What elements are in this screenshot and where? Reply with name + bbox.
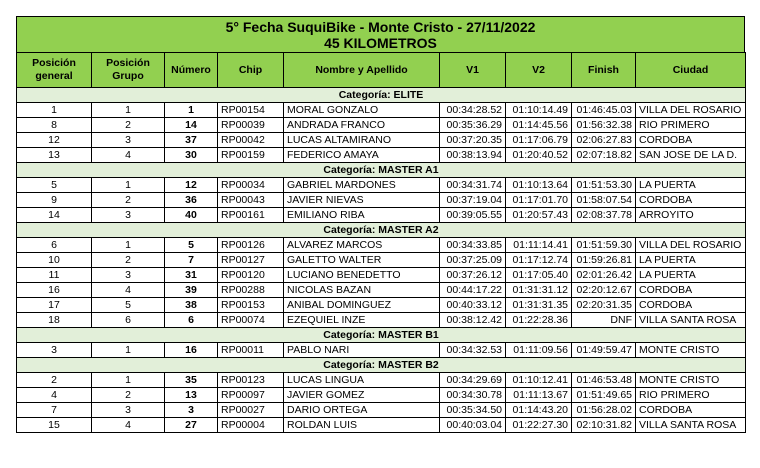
cell-pos-general: 6 (17, 238, 92, 253)
cell-pos-general: 10 (17, 253, 92, 268)
cell-v2: 01:11:13.67 (506, 388, 572, 403)
cell-v2: 01:14:45.56 (506, 118, 572, 133)
cell-pos-general: 3 (17, 343, 92, 358)
cell-pos-grupo: 4 (92, 418, 165, 433)
cell-pos-general: 18 (17, 313, 92, 328)
table-row (17, 388, 746, 403)
table-row (17, 343, 746, 358)
cell-pos-general: 2 (17, 373, 92, 388)
cell-chip: RP00039 (218, 118, 284, 133)
cell-nombre: ANIBAL DOMINGUEZ (284, 298, 440, 313)
table-row (17, 238, 746, 253)
cell-nombre: LUCIANO BENEDETTO (284, 268, 440, 283)
cell-v2: 01:20:40.52 (506, 148, 572, 163)
cell-pos-grupo: 4 (92, 148, 165, 163)
cell-ciudad: RIO PRIMERO (636, 388, 746, 403)
cell-ciudad: CORDOBA (636, 283, 746, 298)
cell-chip: RP00011 (218, 343, 284, 358)
cell-ciudad: MONTE CRISTO (636, 373, 746, 388)
cell-chip: RP00004 (218, 418, 284, 433)
cell-numero: 12 (165, 178, 218, 193)
cell-v2: 01:17:01.70 (506, 193, 572, 208)
cell-ciudad: LA PUERTA (636, 178, 746, 193)
cell-pos-grupo: 2 (92, 193, 165, 208)
cell-nombre: JAVIER GOMEZ (284, 388, 440, 403)
cell-pos-grupo: 1 (92, 238, 165, 253)
cell-v1: 00:38:13.94 (440, 148, 506, 163)
cell-v2: 01:22:27.30 (506, 418, 572, 433)
table-row (17, 103, 746, 118)
cell-pos-grupo: 2 (92, 118, 165, 133)
cell-chip: RP00034 (218, 178, 284, 193)
cell-v2: 01:14:43.20 (506, 403, 572, 418)
header-row (17, 53, 746, 88)
cell-chip: RP00161 (218, 208, 284, 223)
category-label: Categoría: ELITE (17, 88, 746, 103)
cell-pos-grupo: 1 (92, 103, 165, 118)
cell-nombre: NICOLAS BAZAN (284, 283, 440, 298)
cell-pos-general: 13 (17, 148, 92, 163)
cell-v1: 00:34:33.85 (440, 238, 506, 253)
cell-nombre: EZEQUIEL INZE (284, 313, 440, 328)
table-row (17, 373, 746, 388)
cell-v1: 00:44:17.22 (440, 283, 506, 298)
page-subtitle: 45 KILOMETROS (324, 35, 437, 51)
table-row (17, 208, 746, 223)
cell-ciudad: CORDOBA (636, 298, 746, 313)
cell-v2: 01:22:28.36 (506, 313, 572, 328)
cell-nombre: MORAL GONZALO (284, 103, 440, 118)
cell-pos-grupo: 3 (92, 208, 165, 223)
cell-v1: 00:34:30.78 (440, 388, 506, 403)
cell-numero: 27 (165, 418, 218, 433)
table-row (17, 403, 746, 418)
cell-v1: 00:40:33.12 (440, 298, 506, 313)
cell-pos-grupo: 1 (92, 343, 165, 358)
category-row (17, 163, 746, 178)
cell-pos-grupo: 2 (92, 253, 165, 268)
cell-numero: 40 (165, 208, 218, 223)
cell-finish: 01:46:53.48 (572, 373, 636, 388)
cell-finish: 01:58:07.54 (572, 193, 636, 208)
cell-ciudad: CORDOBA (636, 193, 746, 208)
cell-chip: RP00097 (218, 388, 284, 403)
cell-pos-general: 14 (17, 208, 92, 223)
cell-chip: RP00123 (218, 373, 284, 388)
cell-nombre: FEDERICO AMAYA (284, 148, 440, 163)
table-row (17, 268, 746, 283)
results-table (16, 52, 746, 433)
cell-pos-general: 17 (17, 298, 92, 313)
cell-pos-general: 4 (17, 388, 92, 403)
cell-finish: DNF (572, 313, 636, 328)
cell-v1: 00:37:19.04 (440, 193, 506, 208)
cell-nombre: DARIO ORTEGA (284, 403, 440, 418)
col-header-v1: V1 (440, 53, 506, 88)
table-row (17, 418, 746, 433)
cell-numero: 3 (165, 403, 218, 418)
cell-nombre: GABRIEL MARDONES (284, 178, 440, 193)
cell-v2: 01:20:57.43 (506, 208, 572, 223)
cell-finish: 01:59:26.81 (572, 253, 636, 268)
cell-v2: 01:10:12.41 (506, 373, 572, 388)
cell-finish: 02:10:31.82 (572, 418, 636, 433)
cell-numero: 7 (165, 253, 218, 268)
category-label: Categoría: MASTER B2 (17, 358, 746, 373)
cell-nombre: LUCAS ALTAMIRANO (284, 133, 440, 148)
col-header-nombre: Nombre y Apellido (284, 53, 440, 88)
cell-v1: 00:40:03.04 (440, 418, 506, 433)
cell-pos-general: 11 (17, 268, 92, 283)
cell-v2: 01:11:14.41 (506, 238, 572, 253)
cell-v2: 01:11:09.56 (506, 343, 572, 358)
cell-v1: 00:37:20.35 (440, 133, 506, 148)
cell-numero: 14 (165, 118, 218, 133)
table-row (17, 313, 746, 328)
title-block (16, 16, 745, 52)
cell-pos-general: 12 (17, 133, 92, 148)
col-header-pos-grupo: Posición Grupo (92, 53, 165, 88)
cell-chip: RP00120 (218, 268, 284, 283)
cell-chip: RP00159 (218, 148, 284, 163)
cell-numero: 13 (165, 388, 218, 403)
cell-ciudad: CORDOBA (636, 133, 746, 148)
cell-finish: 01:56:32.38 (572, 118, 636, 133)
cell-pos-general: 1 (17, 103, 92, 118)
cell-ciudad: RIO PRIMERO (636, 118, 746, 133)
cell-ciudad: VILLA DEL ROSARIO (636, 103, 746, 118)
results-body (17, 88, 746, 433)
cell-numero: 6 (165, 313, 218, 328)
cell-numero: 31 (165, 268, 218, 283)
cell-ciudad: SAN JOSE DE LA D. (636, 148, 746, 163)
cell-numero: 36 (165, 193, 218, 208)
cell-nombre: ALVAREZ MARCOS (284, 238, 440, 253)
cell-numero: 38 (165, 298, 218, 313)
col-header-ciudad: Ciudad (636, 53, 746, 88)
category-row (17, 328, 746, 343)
cell-ciudad: LA PUERTA (636, 268, 746, 283)
cell-pos-general: 5 (17, 178, 92, 193)
cell-v1: 00:39:05.55 (440, 208, 506, 223)
page-title: 5° Fecha SuquiBike - Monte Cristo - 27/11/2022 (225, 19, 536, 35)
cell-ciudad: MONTE CRISTO (636, 343, 746, 358)
col-header-numero: Número (165, 53, 218, 88)
cell-pos-general: 16 (17, 283, 92, 298)
cell-v1: 00:37:26.12 (440, 268, 506, 283)
cell-finish: 01:56:28.02 (572, 403, 636, 418)
cell-pos-grupo: 1 (92, 178, 165, 193)
col-header-finish: Finish (572, 53, 636, 88)
cell-numero: 35 (165, 373, 218, 388)
cell-v2: 01:17:06.79 (506, 133, 572, 148)
col-header-chip: Chip (218, 53, 284, 88)
cell-pos-general: 7 (17, 403, 92, 418)
cell-v2: 01:17:05.40 (506, 268, 572, 283)
cell-ciudad: LA PUERTA (636, 253, 746, 268)
cell-finish: 01:51:49.65 (572, 388, 636, 403)
cell-pos-general: 15 (17, 418, 92, 433)
cell-v1: 00:35:36.29 (440, 118, 506, 133)
table-row (17, 253, 746, 268)
table-row (17, 193, 746, 208)
cell-finish: 02:20:31.35 (572, 298, 636, 313)
cell-pos-general: 8 (17, 118, 92, 133)
cell-ciudad: ARROYITO (636, 208, 746, 223)
cell-v1: 00:34:28.52 (440, 103, 506, 118)
category-label: Categoría: MASTER A1 (17, 163, 746, 178)
cell-v2: 01:31:31.12 (506, 283, 572, 298)
cell-v1: 00:34:32.53 (440, 343, 506, 358)
cell-nombre: JAVIER NIEVAS (284, 193, 440, 208)
cell-finish: 01:49:59.47 (572, 343, 636, 358)
cell-v1: 00:34:31.74 (440, 178, 506, 193)
results-sheet (16, 16, 745, 433)
cell-nombre: ROLDAN LUIS (284, 418, 440, 433)
cell-pos-grupo: 4 (92, 283, 165, 298)
cell-finish: 01:51:53.30 (572, 178, 636, 193)
category-row (17, 88, 746, 103)
col-header-pos-general: Posición general (17, 53, 92, 88)
cell-v1: 00:35:34.50 (440, 403, 506, 418)
cell-finish: 02:08:37.78 (572, 208, 636, 223)
cell-chip: RP00027 (218, 403, 284, 418)
cell-chip: RP00074 (218, 313, 284, 328)
cell-finish: 02:01:26.42 (572, 268, 636, 283)
category-row (17, 223, 746, 238)
cell-ciudad: VILLA DEL ROSARIO (636, 238, 746, 253)
cell-numero: 16 (165, 343, 218, 358)
cell-v2: 01:10:14.49 (506, 103, 572, 118)
cell-finish: 02:06:27.83 (572, 133, 636, 148)
cell-nombre: EMILIANO RIBA (284, 208, 440, 223)
cell-v1: 00:38:12.42 (440, 313, 506, 328)
cell-pos-grupo: 2 (92, 388, 165, 403)
cell-pos-grupo: 6 (92, 313, 165, 328)
cell-pos-grupo: 1 (92, 373, 165, 388)
cell-numero: 1 (165, 103, 218, 118)
cell-numero: 39 (165, 283, 218, 298)
table-row (17, 283, 746, 298)
cell-v2: 01:17:12.74 (506, 253, 572, 268)
cell-nombre: ANDRADA FRANCO (284, 118, 440, 133)
cell-v2: 01:10:13.64 (506, 178, 572, 193)
cell-numero: 37 (165, 133, 218, 148)
cell-chip: RP00153 (218, 298, 284, 313)
cell-ciudad: CORDOBA (636, 403, 746, 418)
col-header-v2: V2 (506, 53, 572, 88)
cell-pos-grupo: 3 (92, 403, 165, 418)
table-row (17, 118, 746, 133)
cell-chip: RP00288 (218, 283, 284, 298)
cell-pos-grupo: 3 (92, 268, 165, 283)
table-row (17, 178, 746, 193)
cell-chip: RP00043 (218, 193, 284, 208)
cell-finish: 01:51:59.30 (572, 238, 636, 253)
cell-pos-grupo: 3 (92, 133, 165, 148)
cell-chip: RP00042 (218, 133, 284, 148)
table-row (17, 148, 746, 163)
table-row (17, 298, 746, 313)
cell-nombre: GALETTO WALTER (284, 253, 440, 268)
cell-chip: RP00154 (218, 103, 284, 118)
cell-v1: 00:37:25.09 (440, 253, 506, 268)
cell-v1: 00:34:29.69 (440, 373, 506, 388)
cell-ciudad: VILLA SANTA ROSA (636, 418, 746, 433)
category-row (17, 358, 746, 373)
cell-v2: 01:31:31.35 (506, 298, 572, 313)
cell-numero: 30 (165, 148, 218, 163)
cell-pos-grupo: 5 (92, 298, 165, 313)
category-label: Categoría: MASTER B1 (17, 328, 746, 343)
cell-chip: RP00127 (218, 253, 284, 268)
cell-pos-general: 9 (17, 193, 92, 208)
cell-nombre: LUCAS LINGUA (284, 373, 440, 388)
cell-chip: RP00126 (218, 238, 284, 253)
cell-ciudad: VILLA SANTA ROSA (636, 313, 746, 328)
category-label: Categoría: MASTER A2 (17, 223, 746, 238)
cell-finish: 02:20:12.67 (572, 283, 636, 298)
cell-nombre: PABLO NARI (284, 343, 440, 358)
cell-numero: 5 (165, 238, 218, 253)
table-row (17, 133, 746, 148)
cell-finish: 01:46:45.03 (572, 103, 636, 118)
cell-finish: 02:07:18.82 (572, 148, 636, 163)
